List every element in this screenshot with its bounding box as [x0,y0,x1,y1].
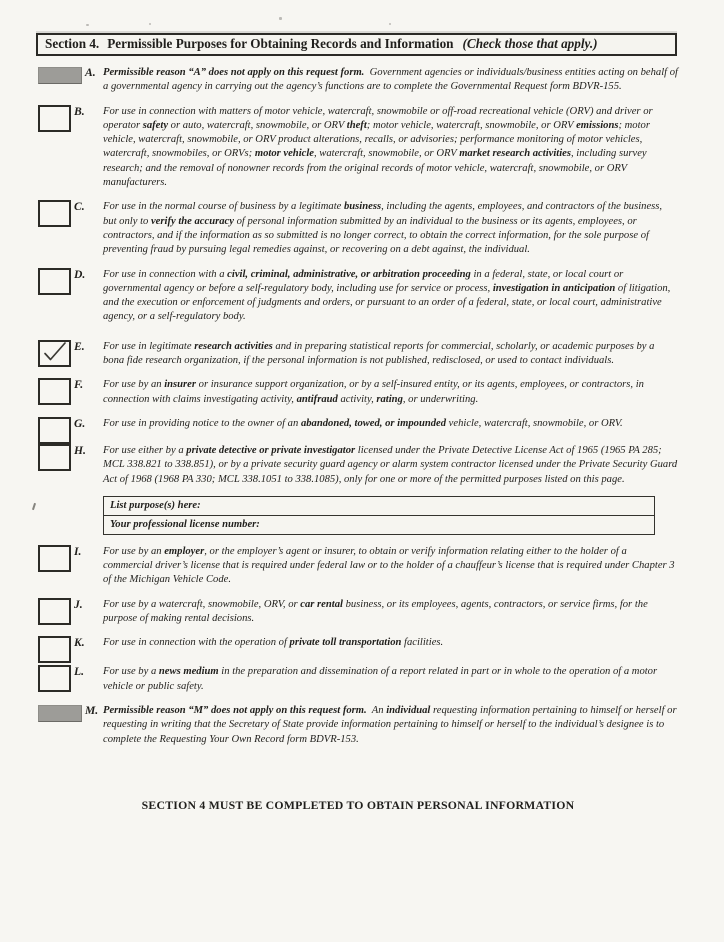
checkbox-column [38,417,103,444]
checkbox-column [38,105,103,191]
section-title: Permissible Purposes for Obtaining Records and Information [107,36,454,51]
item-text: For use in connection with matters of motor vehicle, watercraft, snowmobile or off-road recreational vehicle (ORV) and driver or operator safety or auto, watercraft, snowmobile, or ORV theft; motor vehicle, watercraft, snowmobile, or ORV emissions; motor vehicle, watercraft, snowmobile, or ORV product alterations, recalls, or advisories; performance monitoring of motor vehicles, watercraft, snowmobiles, or ORVs; motor vehicle, watercraft, snowmobile, or ORV market research activities, including survey research; and the removal of nonowner records from the original records of motor vehicle, watercraft, snowmobile, or ORV manufacturers. [103,105,653,189]
item-text: Permissible reason “A” does not apply on this request form. Government agencies or individuals/business entities acting on behalf of a governmental agency in carrying out the agency’s functions are to complete the Governmental Request form BDVR-155. [103,67,678,93]
form-item-l [38,665,678,694]
checkbox-column [38,66,103,95]
section-label: Section 4. [45,36,100,51]
form-item-g [38,417,678,444]
section-note: (Check those that apply.) [462,36,598,51]
checkbox-h[interactable] [38,444,71,471]
scan-artifact [32,503,36,510]
items-container [38,62,678,757]
checkbox-j[interactable] [38,598,71,625]
checkbox-column [38,378,103,407]
checkbox-column [38,340,103,369]
purpose-fields-box [103,496,655,535]
form-item-f [38,378,678,407]
form-item-d [38,268,678,325]
license-number-field[interactable]: Your professional license number: [104,515,654,534]
item-letter: M. [85,703,99,717]
checkbox-column [38,444,103,535]
item-text: For use by an insurer or insurance support organization, or by a self-insured entity, or its agents, employees, or contractors, in connection with claims investigating activity, antifraud activity, rating, or underwriting. [103,379,644,405]
checkbox-column [38,598,103,627]
checkbox-d[interactable] [38,268,71,295]
item-letter: G. [74,416,86,430]
item-text: For use by a watercraft, snowmobile, ORV, or car rental business, or its employees, agents, contractors, or service firms, for the purpose of making rental decisions. [103,598,648,625]
item-letter: D. [74,267,86,281]
scan-speck [279,17,282,20]
list-purposes-field[interactable]: List purpose(s) here: [110,499,201,511]
checkbox-column [38,636,103,663]
checkbox-m [38,705,82,722]
scan-speck [389,23,391,25]
form-item-m [38,704,678,747]
checkbox-i[interactable] [38,545,71,572]
form-item-j [38,598,678,627]
section-header [36,33,677,56]
form-item-a [38,66,678,95]
item-text: For use in legitimate research activities and in preparing statistical reports for commercial, scholarly, or academic purposes by a bona fide research organization, if the personal information is not published, redisclosed, or used to contact individuals. [103,340,655,367]
form-item-e [38,340,678,369]
item-letter: I. [74,544,82,558]
item-text: For use by a news medium in the preparation and dissemination of a report related in part or in whole to the operation of a motor vehicle or public safety. [103,666,658,692]
form-item-b [38,105,678,191]
checkbox-k[interactable] [38,636,71,663]
form-item-c [38,200,678,257]
item-text: For use in connection with the operation of private toll transportation facilities. [103,637,444,649]
checkbox-g[interactable] [38,417,71,444]
checkbox-c[interactable] [38,200,71,227]
checkbox-column [38,200,103,257]
checkmark-icon [40,341,69,364]
item-letter: E. [74,339,85,353]
item-letter: C. [74,200,85,214]
item-text: For use either by a private detective or private investigator licensed under the Private Detective License Act of 1965 (1965 PA 285; MCL 338.821 to 338.851), or by a private security guard agency or alarm system contractor licensed under the Private Security Guard Act of 1968 (1968 PA 330; MCL 338.1051 to 338.1085), only for one or more of the permitted purposes listed on this page. List purpose(s) here: Your professional license number: [103,444,678,535]
item-letter: A. [85,66,96,79]
footer-note: SECTION 4 MUST BE COMPLETED TO OBTAIN PERSONAL INFORMATION [141,798,575,812]
checkbox-e[interactable] [38,340,71,367]
checkbox-column [38,545,103,588]
checkbox-f[interactable] [38,378,71,405]
checkbox-b[interactable] [38,105,71,132]
form-item-k [38,636,678,663]
item-letter: L. [74,665,84,679]
checkbox-l[interactable] [38,665,71,692]
item-letter: K. [74,636,85,650]
item-text: For use in connection with a civil, criminal, administrative, or arbitration proceeding in a federal, state, or local court or governmental agency or before a self-regulatory body, including use for service or process, investigation in anticipation of litigation, and the execution or enforcement of judgments and orders, or pursuant to an order of a federal, state, or local court, administrative agency, or a self-regulatory body. [103,268,671,323]
item-text: For use in providing notice to the owner of an abandoned, towed, or impounded vehicle, watercraft, snowmobile, or ORV. [103,417,623,429]
scan-speck [149,23,151,25]
form-item-i [38,545,678,588]
item-text: Permissible reason “M” does not apply on this request form. An individual requesting information pertaining to himself or herself or requesting in writing that the Secretary of State provide information pertaining to himself or herself to the individual’s designee is to complete the Requesting Your Own Record form BDVR-153. [103,704,677,745]
form-item-h [38,444,678,535]
checkbox-column [38,268,103,325]
item-text: For use in the normal course of business by a legitimate business, including the agents, employees, and contractors of the business, but only to verify the accuracy of personal information submitted by an individual to the business or its agents, employees, or contractors, and if the information as so submitted is no longer correct, to obtain the correct information, for the sole purpose of preventing fraud by pursuing legal remedies against, or recovering on a debt against, the individual. [103,201,663,256]
item-letter: B. [74,104,85,118]
item-letter: H. [74,443,86,457]
checkbox-column [38,704,103,747]
item-letter: J. [74,597,83,611]
item-letter: F. [74,378,84,392]
checkbox-column [38,665,103,694]
scan-speck [86,24,89,26]
checkbox-a [38,67,82,84]
item-text: For use by an employer, or the employer’s agent or insurer, to obtain or verify information relating either to the holder of a commercial driver’s license that is required under federal law or to the holder of a chauffeur’s license that is required under Chapter 3 of the Michigan Vehicle Code. [103,545,675,586]
